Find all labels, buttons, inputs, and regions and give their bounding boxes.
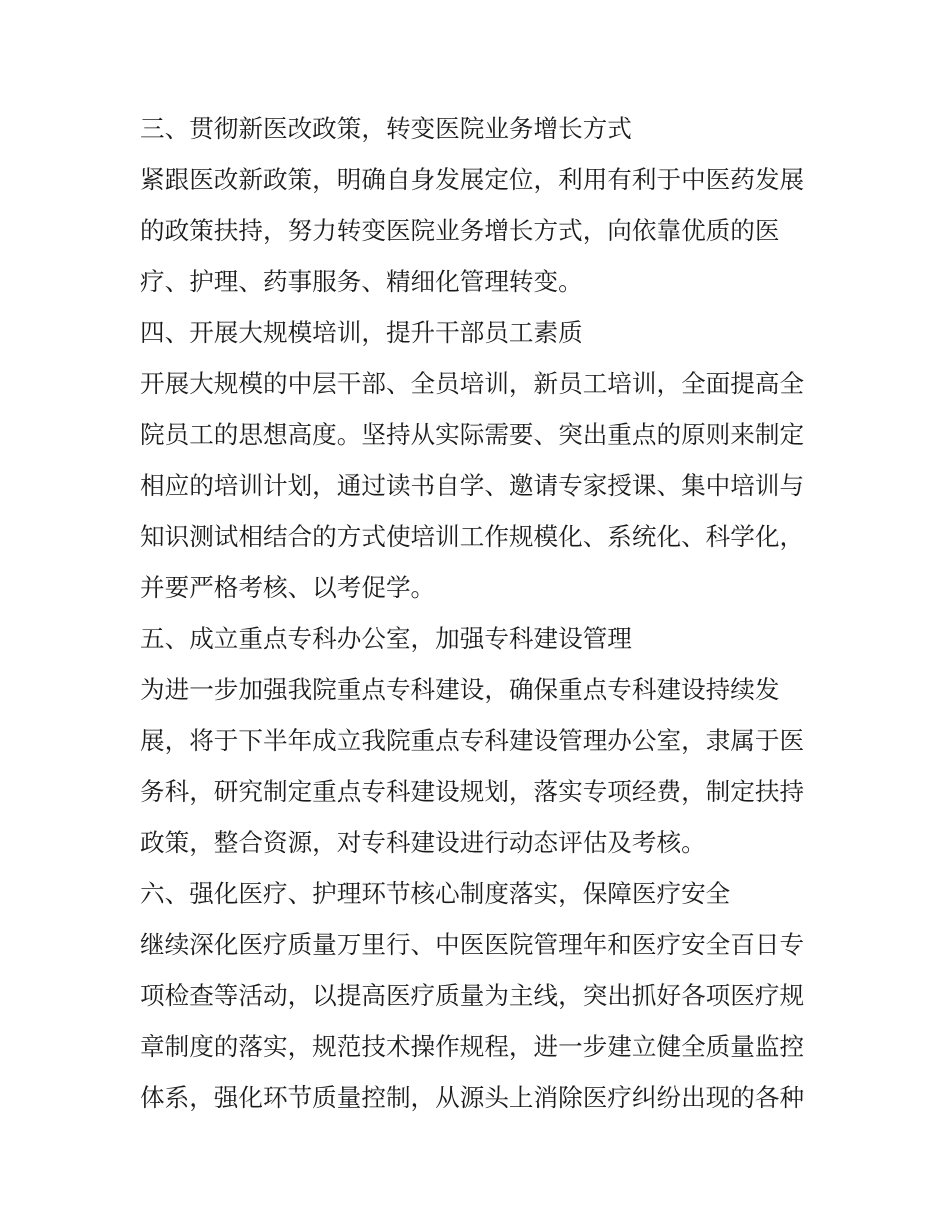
paragraph-line: 体系，强化环节质量控制，从源头上消除医疗纠纷出现的各种 — [140, 1083, 805, 1112]
paragraph-line: 的政策扶持，努力转变医院业务增长方式，向依靠优质的医 — [140, 216, 780, 245]
heading-section-3: 三、贯彻新医改政策，转变医院业务增长方式 — [140, 114, 632, 143]
paragraph-line: 政策，整合资源，对专科建设进行动态评估及考核。 — [140, 828, 706, 857]
paragraph-line: 疗、护理、药事服务、精细化管理转变。 — [140, 267, 583, 296]
paragraph-line: 为进一步加强我院重点专科建设，确保重点专科建设持续发 — [140, 675, 780, 704]
paragraph-line: 章制度的落实，规范技术操作规程，进一步建立健全质量监控 — [140, 1032, 805, 1061]
paragraph-line: 展，将于下半年成立我院重点专科建设管理办公室，隶属于医 — [140, 726, 805, 755]
heading-section-4: 四、开展大规模培训，提升干部员工素质 — [140, 318, 583, 347]
paragraph-line: 开展大规模的中层干部、全员培训，新员工培训，全面提高全 — [140, 369, 805, 398]
heading-section-6: 六、强化医疗、护理环节核心制度落实，保障医疗安全 — [140, 879, 731, 908]
paragraph-line: 项检查等活动，以提高医疗质量为主线，突出抓好各项医疗规 — [140, 981, 805, 1010]
heading-section-5: 五、成立重点专科办公室，加强专科建设管理 — [140, 624, 632, 653]
paragraph-line: 并要严格考核、以考促学。 — [140, 573, 436, 602]
paragraph-line: 院员工的思想高度。坚持从实际需要、突出重点的原则来制定 — [140, 420, 805, 449]
paragraph-line: 紧跟医改新政策，明确自身发展定位，利用有利于中医药发展 — [140, 165, 805, 194]
paragraph-line: 务科，研究制定重点专科建设规划，落实专项经费，制定扶持 — [140, 777, 805, 806]
paragraph-line: 知识测试相结合的方式使培训工作规模化、系统化、科学化， — [140, 522, 805, 551]
paragraph-line: 继续深化医疗质量万里行、中医医院管理年和医疗安全百日专 — [140, 930, 805, 959]
paragraph-line: 相应的培训计划，通过读书自学、邀请专家授课、集中培训与 — [140, 471, 805, 500]
